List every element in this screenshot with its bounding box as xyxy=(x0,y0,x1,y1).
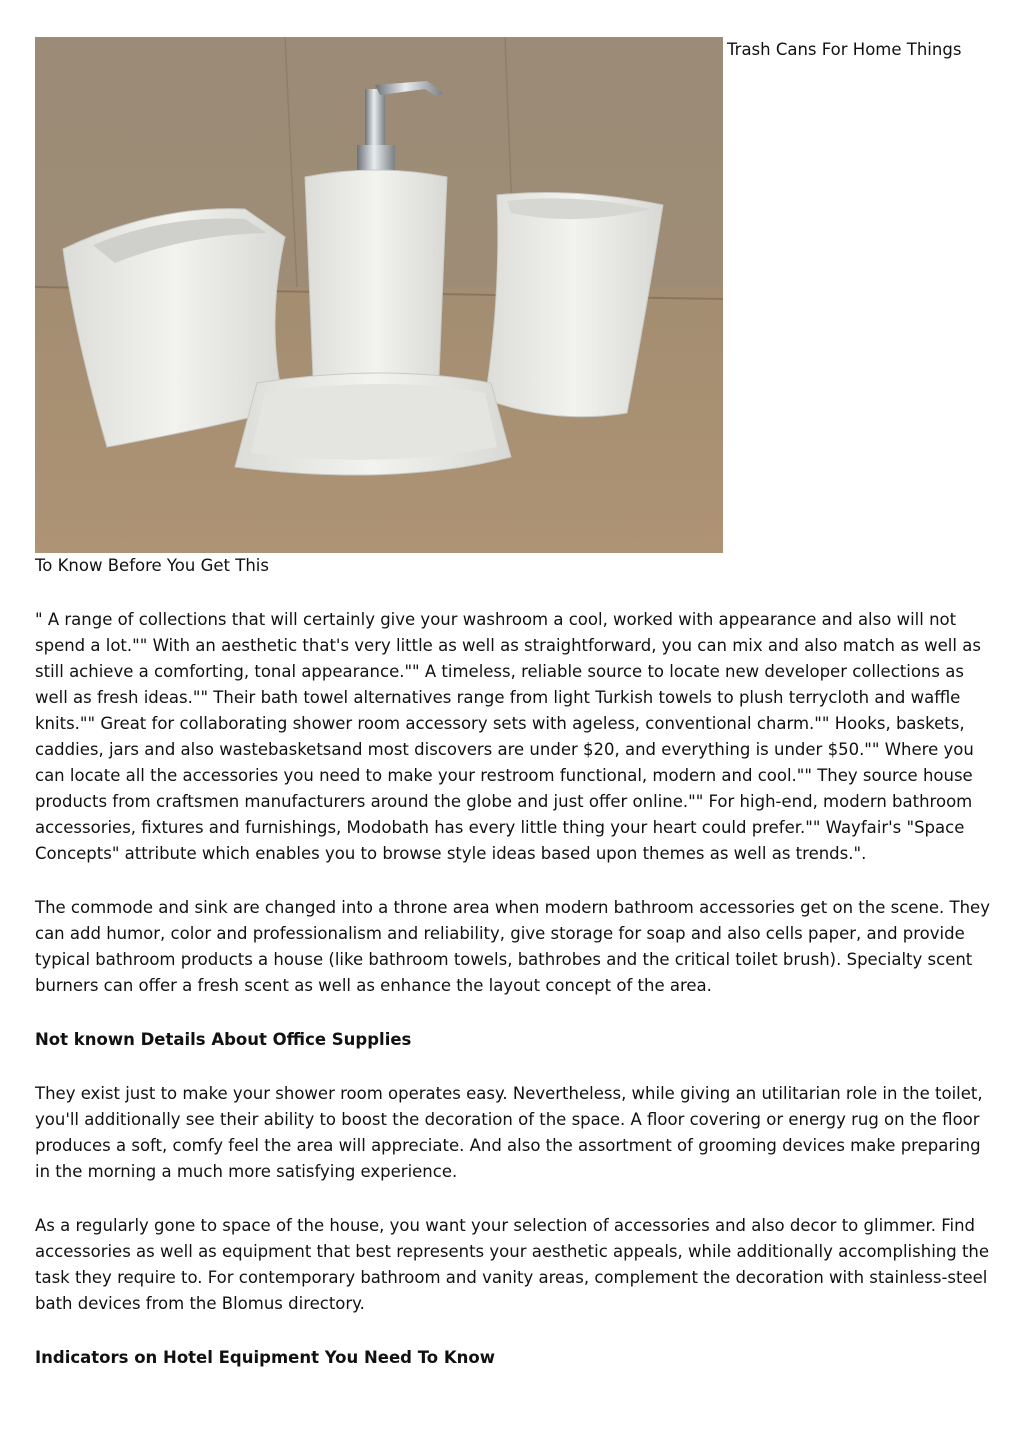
paragraph-1: " A range of collections that will certainly give your washroom a cool, worked with appearance and also will not spend a lot."" With an aesthetic that's very little as well as straightforward, you can mix and also match as well as still achieve a comforting, tonal appearance."" A timeless, reliable source to locate new developer collections as well as fresh ideas."" Their bath towel alternatives range from light Turkish towels to plush terrycloth and waffle knits."" Great for collaborating shower room accessory sets with ageless, conventional charm."" Hooks, baskets, caddies, jars and also wastebasketsand most discovers are under $20, and everything is under $50."" Where you can locate all the accessories you need to make your restroom functional, modern and cool."" They source house products from craftsmen manufacturers around the globe and just offer online."" For high-end, modern bathroom accessories, fixtures and furnishings, Modobath has every little thing your heart could prefer."" Wayfair's "Space Concepts" attribute which enables you to browse style ideas based upon themes as well as trends.". xyxy=(35,610,981,863)
paragraph-2: The commode and sink are changed into a throne area when modern bathroom accessories get on the scene. They can add humor, color and professionalism and reliability, give storage for soap and also cells paper, and provide typical bathroom products a house (like bathroom towels, bathrobes and the critical toilet brush). Specialty scent burners can offer a fresh scent as well as enhance the layout concept of the area. xyxy=(35,898,990,995)
bathroom-set-illustration xyxy=(35,37,723,553)
paragraph-4: As a regularly gone to space of the house, you want your selection of accessories and also decor to glimmer. Find accessories as well as equipment that best represents your aesthetic appeals, while additionally accomplishing the task they require to. For contemporary bathroom and vanity areas, complement the decoration with stainless-steel bath devices from the Blomus directory. xyxy=(35,1216,990,1313)
bathroom-set-photo xyxy=(35,37,723,553)
image-title-start: Trash Cans For Home Things xyxy=(727,40,962,59)
paragraph-3: They exist just to make your shower room operates easy. Nevertheless, while giving an utilitarian role in the toilet, you'll additionally see their ability to boost the decoration of the space. A floor covering or energy rug on the floor produces a soft, comfy feel the area will appreciate. And also the assortment of grooming devices make preparing in the morning a much more satisfying experience. xyxy=(35,1084,983,1181)
heading-hotel-equipment: Indicators on Hotel Equipment You Need To Know xyxy=(35,1348,495,1367)
heading-office-supplies: Not known Details About Office Supplies xyxy=(35,1030,412,1049)
image-title-end: To Know Before You Get This xyxy=(35,556,269,575)
article xyxy=(35,37,990,1371)
